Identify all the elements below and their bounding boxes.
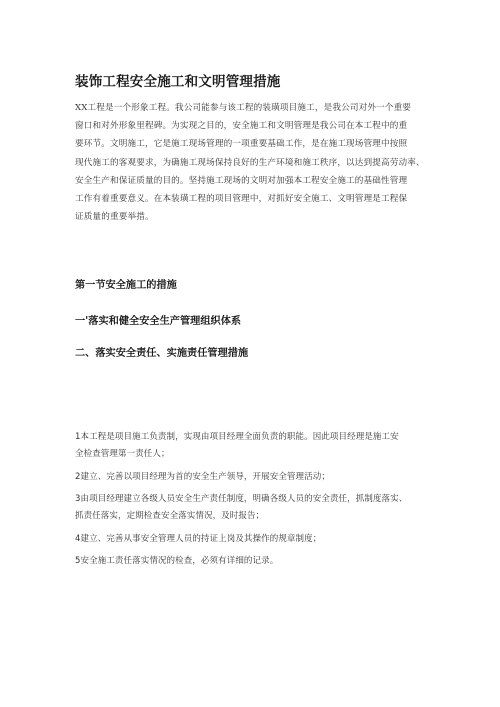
- intro-line: 要环节。文明施工，它是施工现场管理的一项重要基础工作，是在施工现场管理中按照: [75, 139, 408, 150]
- subheading-organization: 一'落实和健全安全生产管理组织体系: [75, 316, 242, 327]
- item-number: 4: [75, 533, 81, 544]
- item-number: 3: [75, 494, 81, 504]
- intro-line: XX工程是一个形象工程。我公司能参与该工程的装璜项目施工，是我公司对外一个重要: [75, 103, 412, 113]
- item-text: 本工程是项目施工负责制，实现由项目经理全面负责的职能。因此项目经理是施工安: [80, 432, 399, 442]
- document-title: 装饰工程安全施工和文明管理措施: [75, 74, 281, 90]
- list-item: [75, 469, 445, 486]
- subheading-responsibility: 二、落实安全责任、实施责任管理措施: [75, 348, 249, 359]
- list-item: [75, 553, 445, 570]
- item-number: 2: [75, 471, 81, 482]
- intro-line: 安全生产和保证质量的目的。坚持施工现场的文明对加强本工程安全施工的基础性管理: [75, 175, 408, 186]
- intro-line: 证质量的重要举措。: [75, 212, 154, 223]
- item-text: 全检查管理第一责任人；: [75, 449, 170, 459]
- list-item: [75, 491, 445, 525]
- section-heading: 第一节安全施工的措施: [75, 280, 177, 291]
- item-text: 建立、完善从事安全管理人员的持证上岗及其操作的规章制度；: [80, 533, 322, 544]
- numbered-list: [75, 429, 445, 576]
- list-item: [75, 531, 445, 548]
- item-text: 由项目经理建立各级人员安全生产责任制度，明确各级人员的安全责任，抓制度落实、: [80, 494, 408, 504]
- intro-line: 窗口和对外形象里程碑。为实现之目的，安全施工和文明管理是我公司在本工程中的重: [75, 121, 408, 132]
- intro-line: 工作有着重要意义。在本装璜工程的项目管理中，对抓好安全施工、文明管理是工程保: [75, 194, 408, 205]
- item-number: 5: [75, 556, 81, 566]
- item-text: 安全施工责任落实情况的检查，必须有详细的记录。: [80, 556, 279, 566]
- item-text: 抓责任落实，定期检查安全落实情况，及时报告；: [75, 511, 265, 521]
- item-text: 建立、完善以项目经理为首的安全生产领导，开展安全管理活动；: [80, 471, 330, 482]
- list-item: [75, 429, 445, 463]
- intro-paragraph: [75, 99, 435, 226]
- item-number: 1: [75, 432, 81, 442]
- intro-line: 现代施工的客观要求，为确施工现场保持良好的生产环境和施工秩序，以达到提高劳动率、: [75, 157, 425, 168]
